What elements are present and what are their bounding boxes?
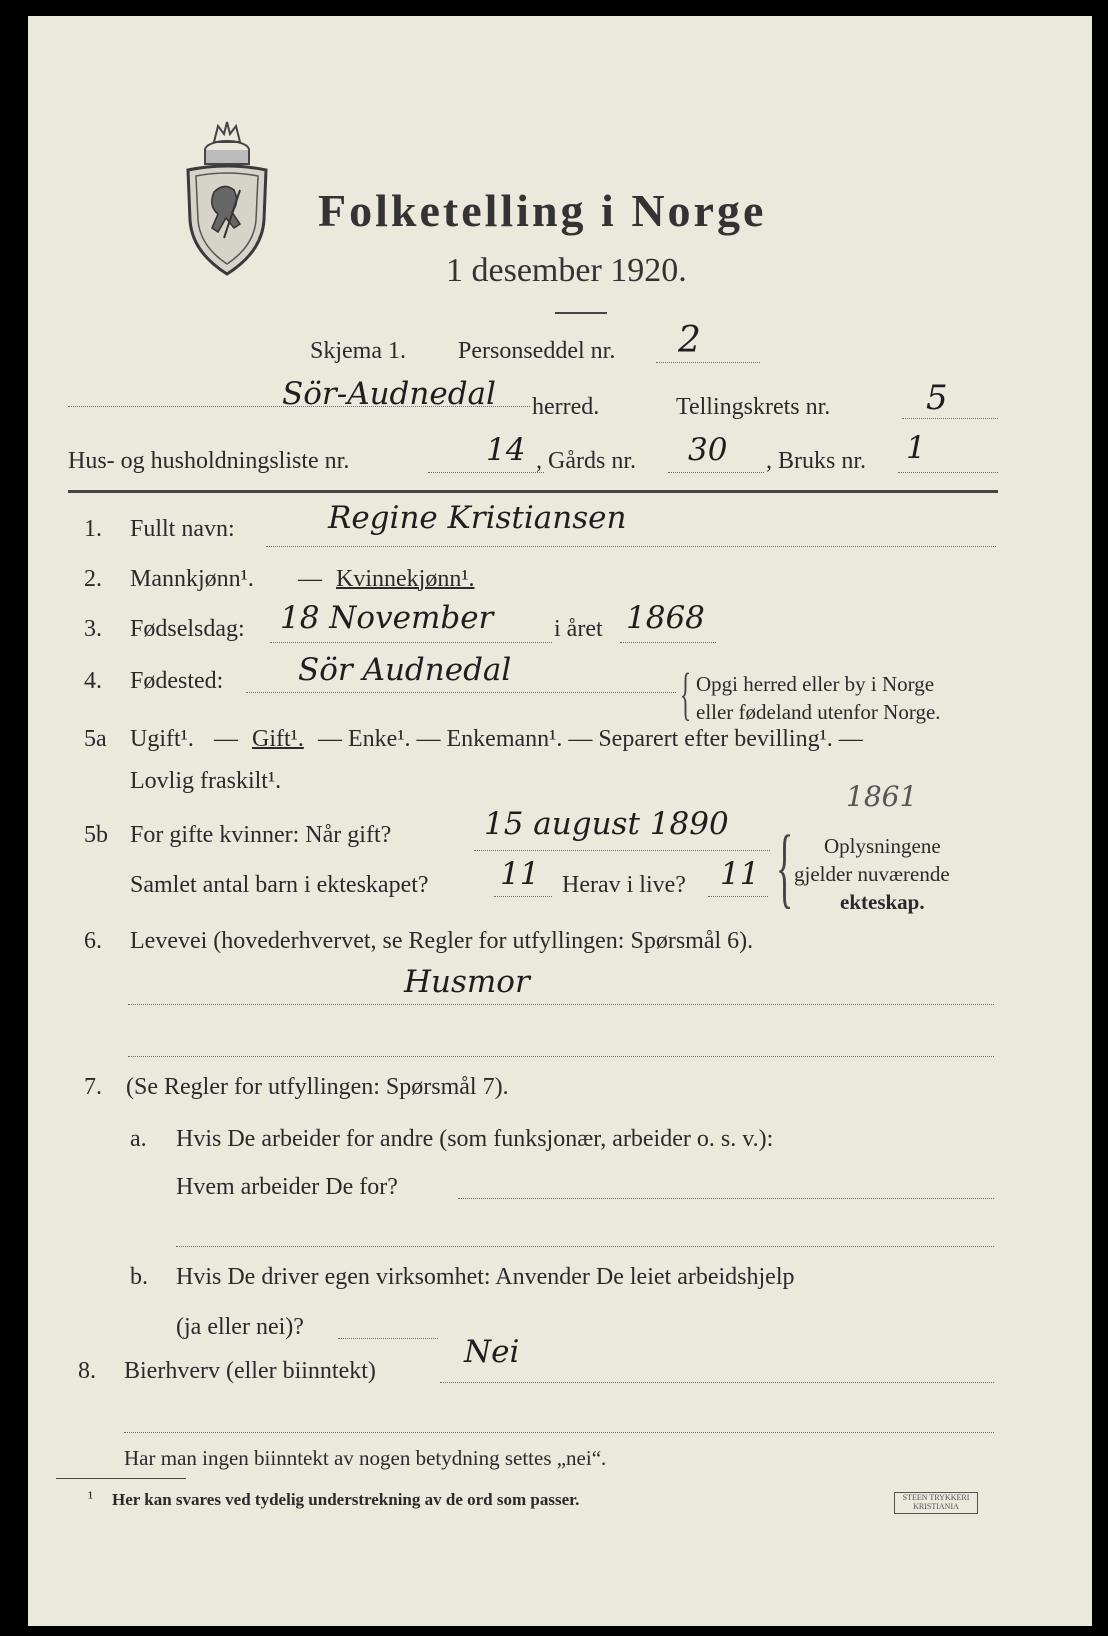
q4-number: 4. (84, 668, 102, 694)
q7-number: 7. (84, 1074, 102, 1100)
form-title: Folketelling i Norge (318, 185, 767, 236)
personseddel-label: Personseddel nr. (458, 338, 616, 364)
q3-year-line (620, 642, 716, 643)
q1-value: Regine Kristiansen (328, 500, 627, 536)
q5a-rest: — Enke¹. — Enkemann¹. — Separert efter bevilling¹. — (318, 726, 863, 752)
q3-day-line (270, 642, 552, 643)
q4-brace: { (680, 661, 692, 726)
q7b-line (338, 1338, 438, 1339)
q5a-gift-underlined: Gift¹. (252, 726, 304, 752)
q7a-line1: Hvis De arbeider for andre (som funksjonær, arbeider o. s. v.): (176, 1126, 774, 1152)
q1-number: 1. (84, 516, 102, 542)
q2-female-underlined: Kvinnekjønn¹. (336, 566, 475, 592)
q6-line2 (128, 1056, 994, 1057)
q5b-margin-note: 1861 (846, 780, 918, 813)
q5b-value: 15 august 1890 (484, 806, 729, 842)
footnote-text: Her kan svares ved tydelig understrekning av de ord som passer. (112, 1490, 580, 1509)
husliste-line (428, 472, 544, 473)
header-rule (68, 490, 998, 493)
q5b-note-line1: Oplysningene (824, 834, 941, 858)
gards-value: 30 (688, 432, 728, 468)
title-divider (555, 312, 607, 314)
q7b-line1: Hvis De driver egen virksomhet: Anvender De leiet arbeidshjelp (176, 1264, 795, 1290)
gards-label: , Gårds nr. (536, 448, 636, 474)
q7a-line2-dots (176, 1246, 994, 1247)
q3-year-label: i året (554, 616, 603, 642)
bruks-label: , Bruks nr. (766, 448, 867, 474)
stamp-line1: STEEN TRYKKERI (902, 1493, 970, 1502)
herred-label: herred. (532, 394, 600, 420)
footer-note: Har man ingen biinntekt av nogen betydning settes „nei“. (124, 1446, 607, 1470)
q4-note-line1: Opgi herred eller by i Norge (696, 672, 935, 696)
q5b-note-line3: ekteskap. (840, 890, 925, 914)
skjema-label: Skjema 1. (310, 338, 406, 364)
q7a-line2: Hvem arbeider De for? (176, 1174, 398, 1200)
personseddel-value: 2 (678, 320, 701, 361)
q8-number: 8. (78, 1358, 96, 1384)
bruks-line (898, 472, 998, 473)
q8-line2 (124, 1432, 994, 1433)
husliste-label: Hus- og husholdningsliste nr. (68, 448, 350, 474)
tellingskrets-value: 5 (926, 378, 948, 418)
q5b-brace: { (776, 818, 794, 917)
q5b-note-line2: gjelder nuværende (794, 862, 950, 886)
q4-label: Fødested: (130, 668, 224, 694)
husliste-value: 14 (486, 432, 526, 468)
q7a-letter: a. (130, 1126, 147, 1152)
q7b-letter: b. (130, 1264, 148, 1290)
q4-line (246, 692, 676, 693)
census-form (28, 16, 1092, 1626)
stamp-line2: KRISTIANIA (913, 1502, 959, 1511)
q6-line1 (128, 1004, 994, 1005)
q5b-number: 5b (84, 822, 108, 848)
printer-stamp (894, 1492, 978, 1514)
q6-value: Husmor (404, 964, 530, 1000)
q5b-barn-line (494, 896, 552, 897)
q3-year-value: 1868 (626, 600, 705, 636)
q2-male: Mannkjønn¹. (130, 566, 254, 592)
q5b-live-line (708, 896, 768, 897)
census-date: 1 desember 1920. (446, 252, 687, 289)
q5b-barn-label: Samlet antal barn i ekteskapet? (130, 872, 429, 898)
q1-line (266, 546, 996, 547)
q3-day-value: 18 November (280, 600, 494, 636)
personseddel-line (656, 362, 760, 363)
q1-label: Fullt navn: (130, 516, 235, 542)
q7a-line (458, 1198, 994, 1199)
footnote-mark: ¹ (88, 1488, 94, 1507)
q2-number: 2. (84, 566, 102, 592)
footnote-rule (56, 1478, 186, 1479)
tellingskrets-line (902, 418, 998, 419)
q8-value: Nei (464, 1334, 520, 1370)
norway-coat-of-arms-icon (184, 120, 270, 278)
q5b-live-label: Herav i live? (562, 872, 686, 898)
q7-label: (Se Regler for utfyllingen: Spørsmål 7). (126, 1074, 509, 1100)
gards-line (668, 472, 764, 473)
bruks-value: 1 (906, 430, 926, 466)
q2-dash: — (298, 566, 322, 592)
q5a-ugift: Ugift¹. (130, 726, 194, 752)
q7b-line2: (ja eller nei)? (176, 1314, 304, 1340)
q5a-number: 5a (84, 726, 107, 752)
q5b-label: For gifte kvinner: Når gift? (130, 822, 392, 848)
q3-number: 3. (84, 616, 102, 642)
q4-value: Sör Audnedal (298, 652, 512, 688)
herred-value: Sör-Audnedal (282, 376, 496, 412)
q3-label: Fødselsdag: (130, 616, 245, 642)
tellingskrets-label: Tellingskrets nr. (676, 394, 831, 420)
q6-label: Levevei (hovederhvervet, se Regler for utfyllingen: Spørsmål 6). (130, 928, 754, 954)
q5b-live-value: 11 (720, 856, 760, 892)
q8-line (440, 1382, 994, 1383)
q8-label: Bierhverv (eller biinntekt) (124, 1358, 376, 1384)
q5a-line2: Lovlig fraskilt¹. (130, 768, 282, 794)
q5b-barn-value: 11 (500, 856, 540, 892)
q4-note-line2: eller fødeland utenfor Norge. (696, 700, 941, 724)
q5a-dash: — (214, 726, 238, 752)
q6-number: 6. (84, 928, 102, 954)
q5b-date-line (474, 850, 770, 851)
